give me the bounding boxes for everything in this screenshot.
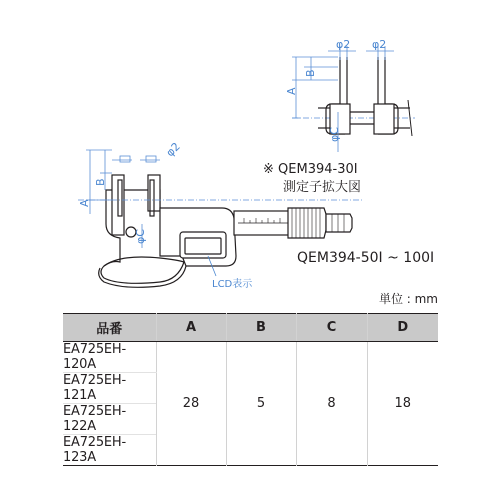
detail-b-label: B — [304, 69, 317, 77]
value-d-cell: 18 — [367, 342, 438, 466]
model-cell: EA725EH-120A — [63, 342, 156, 373]
detail-phi2-right-label: φ2 — [372, 38, 387, 51]
detail-caption-line1: ※ QEM394-30I — [263, 162, 358, 177]
header-b: B — [226, 314, 296, 342]
header-c: C — [296, 314, 367, 342]
detail-caption-line2: 測定子拡大図 — [283, 180, 362, 195]
main-b-label: B — [94, 178, 107, 186]
probe-detail-dimensions — [292, 46, 394, 152]
unit-label: 単位 : mm — [378, 292, 438, 306]
spec-table — [63, 313, 438, 466]
header-model: 品番 — [63, 314, 156, 342]
value-c-cell: 8 — [296, 342, 367, 466]
main-phic-label: φC — [134, 229, 147, 244]
header-d: D — [367, 314, 438, 342]
header-a: A — [156, 314, 226, 342]
table-row — [63, 342, 438, 373]
spec-table-header-row — [63, 314, 438, 342]
main-a-label: A — [78, 199, 91, 207]
value-b-cell: 5 — [226, 342, 296, 466]
lcd-label: LCD表示 — [212, 279, 253, 290]
range-label: QEM394-50I ~ 100I — [297, 250, 435, 266]
model-cell: EA725EH-121A — [63, 373, 156, 404]
value-a-cell: 28 — [156, 342, 226, 466]
model-cell: EA725EH-123A — [63, 435, 127, 465]
probe-detail-drawing — [292, 57, 415, 136]
model-cell: EA725EH-122A — [63, 404, 156, 435]
detail-phic-label: φC — [328, 127, 341, 142]
main-phi2-label: φ2 — [163, 139, 183, 160]
detail-a-label: A — [285, 87, 298, 95]
detail-phi2-left-label: φ2 — [336, 38, 351, 51]
